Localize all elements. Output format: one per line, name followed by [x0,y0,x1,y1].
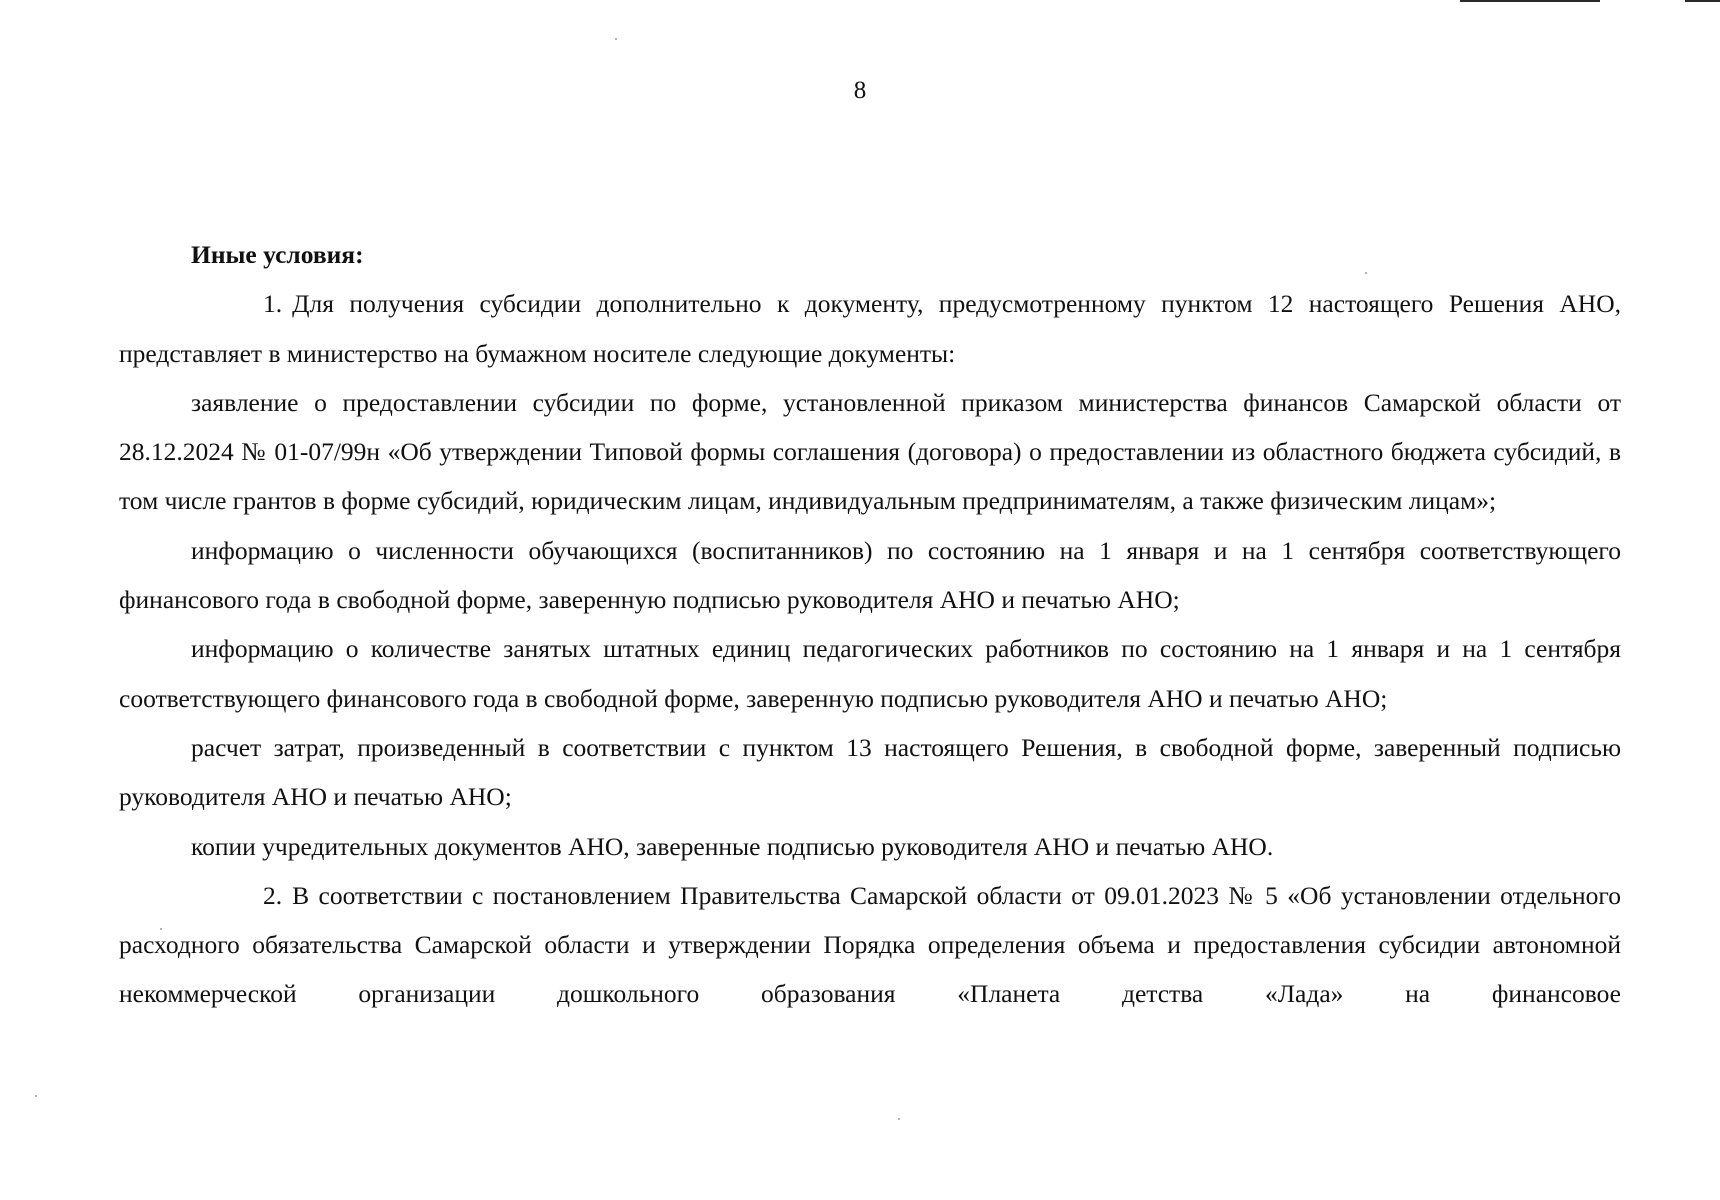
item-number: 2. [263,880,283,910]
scan-speck [35,1095,37,1097]
paragraph-text: Для получения субсидии дополнительно к документу, предусмотренному пунктом 12 настоящего Решения АНО, представляет в министерство на бумажном носителе следующие документы: [119,289,1621,368]
paragraph-item-1 [119,279,1621,378]
item-number: 1. [263,289,283,319]
paragraph-pupils-info: информацию о численности обучающихся (воспитанников) по состоянию на 1 января и на 1 сентября соответствующего финансового года в свободной форме, заверенную подписью руководителя АНО и печатью АНО; [119,535,1621,615]
document-body [119,230,1621,1019]
paragraph-application: заявление о предоставлении субсидии по форме, установленной приказом министерства финансов Самарской области от 28.12.2024 № 01-07/99н «Об утверждении Типовой формы соглашения (договора) о предоставлении из областного бюджета субсидий, в том числе грантов в форме субсидий, юридическим лицам, индивидуальным предпринимателям, а также физическим лицам»; [119,387,1621,516]
page-number: 8 [853,77,867,104]
paragraph-item-2 [119,871,1621,1019]
paragraph-text: В соответствии с постановлением Правительства Самарской области от 09.01.2023 № 5 «Об установлении отдельного расходного обязательства Самарской области и утверждении Порядка определения объема и предоставления субсидии автономной некоммерческой организации дошкольного образования «Планета детства «Лада» на финансовое [119,880,1621,1009]
scan-speck [898,1118,900,1120]
section-heading: Иные условия: [191,240,364,269]
scan-artifact-line [1685,0,1720,2]
scan-artifact-line [1460,0,1600,2]
paragraph-staff-info: информацию о количестве занятых штатных единиц педагогических работников по состоянию на 1 января и на 1 сентября соответствующего финансового года в свободной форме, заверенную подписью руководителя АНО и печатью АНО; [119,634,1621,713]
paragraph-founding-documents: копии учредительных документов АНО, заверенные подписью руководителя АНО и печатью АНО. [191,831,1274,861]
scan-speck [615,38,617,40]
scan-speck [160,928,162,930]
paragraph-cost-calculation: расчет затрат, произведенный в соответствии с пунктом 13 настоящего Решения, в свободной форме, заверенный подписью руководителя АНО и печатью АНО; [119,732,1621,812]
scan-speck [1365,272,1367,274]
